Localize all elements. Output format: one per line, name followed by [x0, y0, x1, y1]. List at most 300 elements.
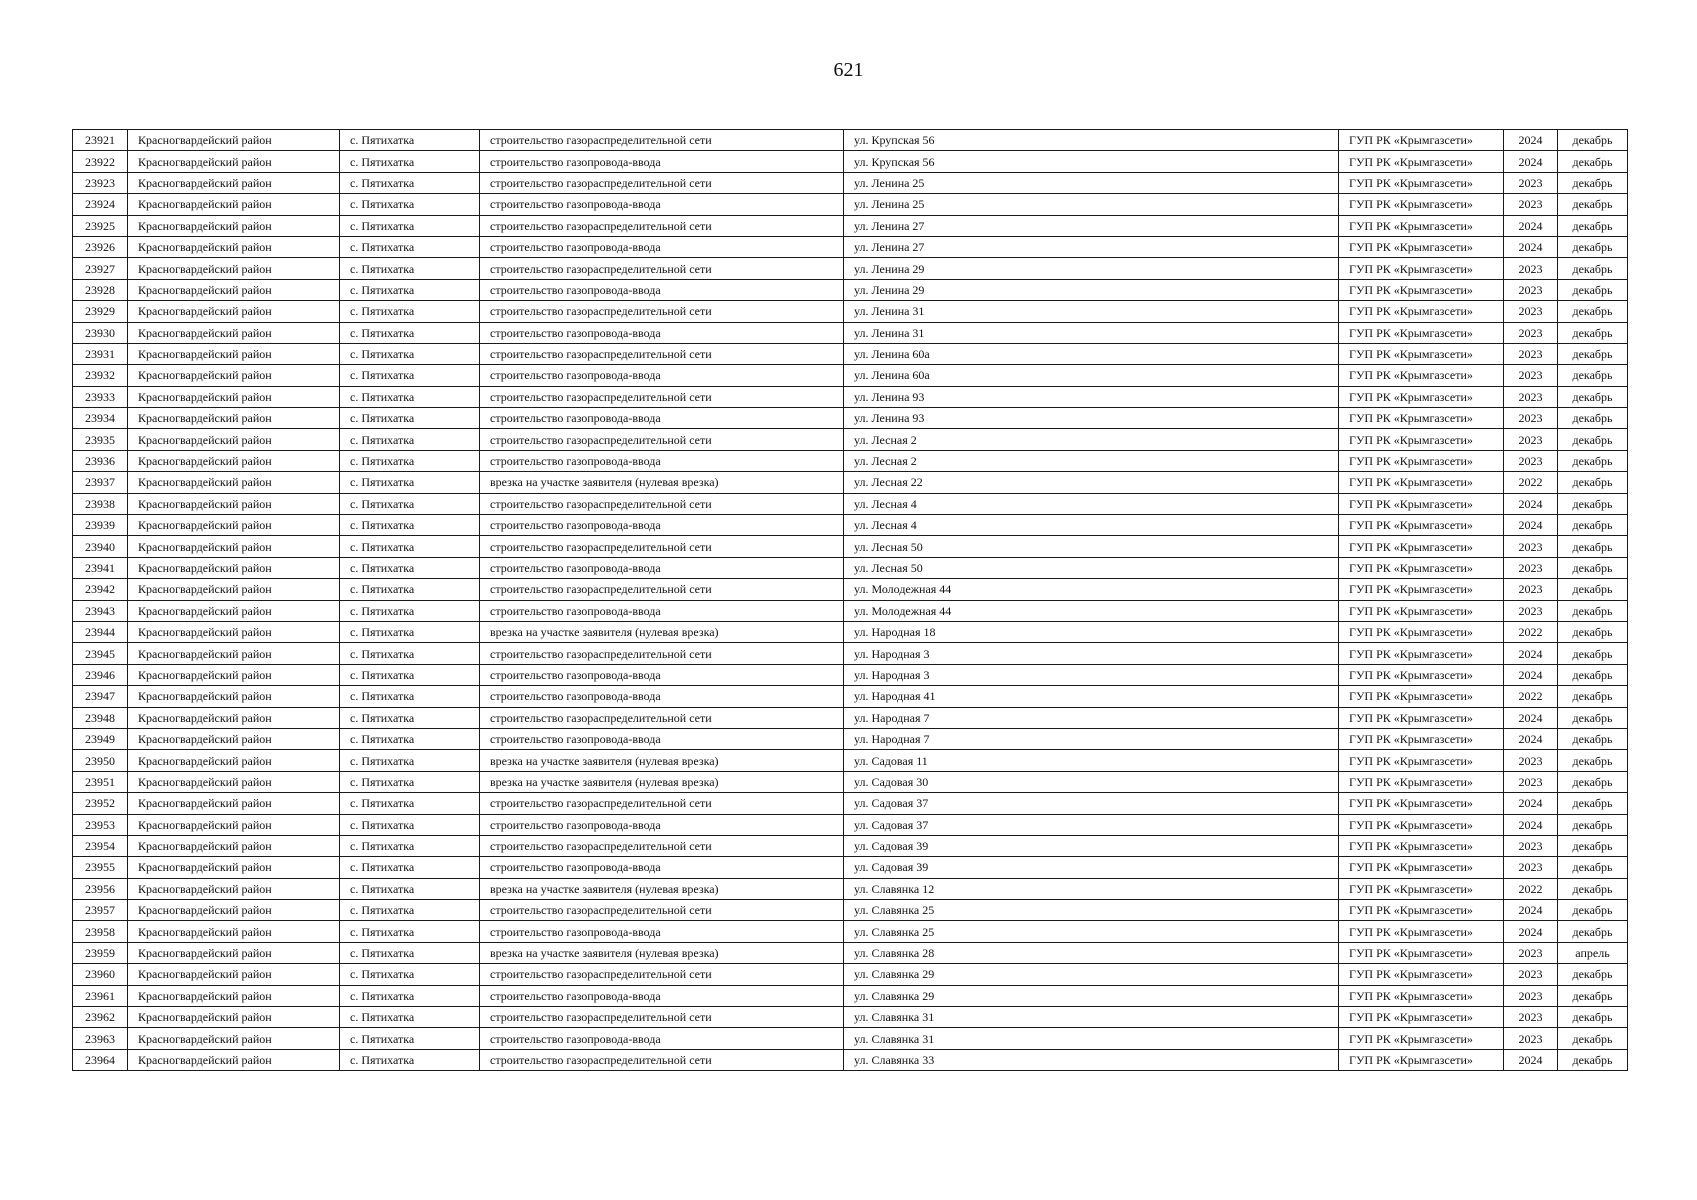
work-type-cell: строительство газораспределительной сети [480, 707, 844, 728]
month-cell: декабрь [1558, 857, 1628, 878]
village-cell: с. Пятихатка [340, 686, 480, 707]
village-cell: с. Пятихатка [340, 964, 480, 985]
work-type-cell: врезка на участке заявителя (нулевая врезка) [480, 472, 844, 493]
month-cell: декабрь [1558, 279, 1628, 300]
organization-cell: ГУП РК «Крымгазсети» [1339, 835, 1504, 856]
row-number: 23960 [73, 964, 128, 985]
year-cell: 2022 [1504, 686, 1558, 707]
address-cell: ул. Ленина 27 [844, 236, 1339, 257]
work-type-cell: строительство газопровода-ввода [480, 365, 844, 386]
work-type-cell: строительство газопровода-ввода [480, 600, 844, 621]
village-cell: с. Пятихатка [340, 279, 480, 300]
village-cell: с. Пятихатка [340, 942, 480, 963]
organization-cell: ГУП РК «Крымгазсети» [1339, 279, 1504, 300]
month-cell: декабрь [1558, 686, 1628, 707]
address-cell: ул. Лесная 22 [844, 472, 1339, 493]
month-cell: декабрь [1558, 621, 1628, 642]
address-cell: ул. Садовая 37 [844, 793, 1339, 814]
village-cell: с. Пятихатка [340, 771, 480, 792]
district-cell: Красногвардейский район [128, 814, 340, 835]
month-cell: декабрь [1558, 1028, 1628, 1049]
village-cell: с. Пятихатка [340, 472, 480, 493]
year-cell: 2023 [1504, 600, 1558, 621]
address-cell: ул. Лесная 4 [844, 515, 1339, 536]
address-cell: ул. Лесная 2 [844, 450, 1339, 471]
organization-cell: ГУП РК «Крымгазсети» [1339, 985, 1504, 1006]
organization-cell: ГУП РК «Крымгазсети» [1339, 964, 1504, 985]
row-number: 23937 [73, 472, 128, 493]
address-cell: ул. Ленина 29 [844, 258, 1339, 279]
row-number: 23940 [73, 536, 128, 557]
row-number: 23958 [73, 921, 128, 942]
work-type-cell: строительство газораспределительной сети [480, 643, 844, 664]
table-row [73, 258, 1628, 279]
organization-cell: ГУП РК «Крымгазсети» [1339, 450, 1504, 471]
month-cell: декабрь [1558, 408, 1628, 429]
year-cell: 2023 [1504, 750, 1558, 771]
row-number: 23929 [73, 301, 128, 322]
row-number: 23933 [73, 386, 128, 407]
organization-cell: ГУП РК «Крымгазсети» [1339, 472, 1504, 493]
year-cell: 2024 [1504, 236, 1558, 257]
table-row [73, 151, 1628, 172]
work-type-cell: строительство газопровода-ввода [480, 686, 844, 707]
district-cell: Красногвардейский район [128, 279, 340, 300]
organization-cell: ГУП РК «Крымгазсети» [1339, 621, 1504, 642]
village-cell: с. Пятихатка [340, 194, 480, 215]
address-cell: ул. Лесная 2 [844, 429, 1339, 450]
address-cell: ул. Ленина 93 [844, 386, 1339, 407]
organization-cell: ГУП РК «Крымгазсети» [1339, 343, 1504, 364]
organization-cell: ГУП РК «Крымгазсети» [1339, 194, 1504, 215]
year-cell: 2023 [1504, 579, 1558, 600]
row-number: 23924 [73, 194, 128, 215]
address-cell: ул. Народная 7 [844, 707, 1339, 728]
organization-cell: ГУП РК «Крымгазсети» [1339, 600, 1504, 621]
row-number: 23944 [73, 621, 128, 642]
month-cell: декабрь [1558, 878, 1628, 899]
village-cell: с. Пятихатка [340, 814, 480, 835]
gasification-table [72, 129, 1628, 1071]
village-cell: с. Пятихатка [340, 515, 480, 536]
address-cell: ул. Ленина 29 [844, 279, 1339, 300]
district-cell: Красногвардейский район [128, 600, 340, 621]
table-row [73, 686, 1628, 707]
table-row [73, 728, 1628, 749]
year-cell: 2024 [1504, 515, 1558, 536]
village-cell: с. Пятихатка [340, 386, 480, 407]
address-cell: ул. Славянка 25 [844, 900, 1339, 921]
work-type-cell: врезка на участке заявителя (нулевая врезка) [480, 771, 844, 792]
organization-cell: ГУП РК «Крымгазсети» [1339, 215, 1504, 236]
year-cell: 2024 [1504, 728, 1558, 749]
year-cell: 2023 [1504, 408, 1558, 429]
row-number: 23945 [73, 643, 128, 664]
row-number: 23935 [73, 429, 128, 450]
district-cell: Красногвардейский район [128, 771, 340, 792]
work-type-cell: строительство газораспределительной сети [480, 793, 844, 814]
work-type-cell: строительство газораспределительной сети [480, 343, 844, 364]
village-cell: с. Пятихатка [340, 557, 480, 578]
table-row [73, 857, 1628, 878]
table-row [73, 900, 1628, 921]
row-number: 23926 [73, 236, 128, 257]
organization-cell: ГУП РК «Крымгазсети» [1339, 686, 1504, 707]
address-cell: ул. Садовая 37 [844, 814, 1339, 835]
address-cell: ул. Молодежная 44 [844, 579, 1339, 600]
work-type-cell: строительство газораспределительной сети [480, 900, 844, 921]
district-cell: Красногвардейский район [128, 408, 340, 429]
district-cell: Красногвардейский район [128, 900, 340, 921]
village-cell: с. Пятихатка [340, 750, 480, 771]
organization-cell: ГУП РК «Крымгазсети» [1339, 707, 1504, 728]
month-cell: декабрь [1558, 728, 1628, 749]
district-cell: Красногвардейский район [128, 1049, 340, 1070]
month-cell: декабрь [1558, 450, 1628, 471]
year-cell: 2023 [1504, 1028, 1558, 1049]
district-cell: Красногвардейский район [128, 322, 340, 343]
organization-cell: ГУП РК «Крымгазсети» [1339, 857, 1504, 878]
address-cell: ул. Славянка 31 [844, 1007, 1339, 1028]
row-number: 23950 [73, 750, 128, 771]
district-cell: Красногвардейский район [128, 258, 340, 279]
row-number: 23921 [73, 130, 128, 151]
organization-cell: ГУП РК «Крымгазсети» [1339, 1007, 1504, 1028]
address-cell: ул. Народная 3 [844, 643, 1339, 664]
work-type-cell: врезка на участке заявителя (нулевая врезка) [480, 942, 844, 963]
year-cell: 2024 [1504, 900, 1558, 921]
organization-cell: ГУП РК «Крымгазсети» [1339, 579, 1504, 600]
organization-cell: ГУП РК «Крымгазсети» [1339, 515, 1504, 536]
village-cell: с. Пятихатка [340, 643, 480, 664]
table-row [73, 365, 1628, 386]
year-cell: 2023 [1504, 536, 1558, 557]
district-cell: Красногвардейский район [128, 215, 340, 236]
work-type-cell: строительство газораспределительной сети [480, 215, 844, 236]
year-cell: 2022 [1504, 621, 1558, 642]
organization-cell: ГУП РК «Крымгазсети» [1339, 814, 1504, 835]
district-cell: Красногвардейский район [128, 728, 340, 749]
district-cell: Красногвардейский район [128, 536, 340, 557]
address-cell: ул. Ленина 31 [844, 301, 1339, 322]
table-row [73, 579, 1628, 600]
village-cell: с. Пятихатка [340, 600, 480, 621]
month-cell: декабрь [1558, 814, 1628, 835]
district-cell: Красногвардейский район [128, 985, 340, 1006]
district-cell: Красногвардейский район [128, 664, 340, 685]
work-type-cell: врезка на участке заявителя (нулевая врезка) [480, 750, 844, 771]
row-number: 23928 [73, 279, 128, 300]
row-number: 23939 [73, 515, 128, 536]
year-cell: 2024 [1504, 664, 1558, 685]
year-cell: 2024 [1504, 921, 1558, 942]
month-cell: декабрь [1558, 1007, 1628, 1028]
year-cell: 2023 [1504, 258, 1558, 279]
year-cell: 2023 [1504, 172, 1558, 193]
village-cell: с. Пятихатка [340, 621, 480, 642]
year-cell: 2023 [1504, 365, 1558, 386]
row-number: 23953 [73, 814, 128, 835]
village-cell: с. Пятихатка [340, 408, 480, 429]
work-type-cell: строительство газопровода-ввода [480, 1028, 844, 1049]
organization-cell: ГУП РК «Крымгазсети» [1339, 1028, 1504, 1049]
district-cell: Красногвардейский район [128, 557, 340, 578]
month-cell: декабрь [1558, 493, 1628, 514]
month-cell: декабрь [1558, 386, 1628, 407]
address-cell: ул. Лесная 50 [844, 536, 1339, 557]
work-type-cell: строительство газопровода-ввода [480, 236, 844, 257]
page-number: 621 [833, 59, 864, 81]
work-type-cell: строительство газораспределительной сети [480, 301, 844, 322]
organization-cell: ГУП РК «Крымгазсети» [1339, 258, 1504, 279]
organization-cell: ГУП РК «Крымгазсети» [1339, 322, 1504, 343]
table-row [73, 450, 1628, 471]
district-cell: Красногвардейский район [128, 835, 340, 856]
organization-cell: ГУП РК «Крымгазсети» [1339, 536, 1504, 557]
table-row [73, 472, 1628, 493]
district-cell: Красногвардейский район [128, 921, 340, 942]
address-cell: ул. Славянка 29 [844, 985, 1339, 1006]
month-cell: декабрь [1558, 793, 1628, 814]
organization-cell: ГУП РК «Крымгазсети» [1339, 750, 1504, 771]
row-number: 23925 [73, 215, 128, 236]
organization-cell: ГУП РК «Крымгазсети» [1339, 728, 1504, 749]
year-cell: 2023 [1504, 557, 1558, 578]
table-row [73, 386, 1628, 407]
month-cell: декабрь [1558, 322, 1628, 343]
organization-cell: ГУП РК «Крымгазсети» [1339, 236, 1504, 257]
district-cell: Красногвардейский район [128, 1028, 340, 1049]
address-cell: ул. Славянка 31 [844, 1028, 1339, 1049]
work-type-cell: строительство газопровода-ввода [480, 151, 844, 172]
year-cell: 2023 [1504, 942, 1558, 963]
table-row [73, 621, 1628, 642]
village-cell: с. Пятихатка [340, 921, 480, 942]
year-cell: 2023 [1504, 386, 1558, 407]
month-cell: декабрь [1558, 921, 1628, 942]
organization-cell: ГУП РК «Крымгазсети» [1339, 771, 1504, 792]
organization-cell: ГУП РК «Крымгазсети» [1339, 643, 1504, 664]
address-cell: ул. Ленина 31 [844, 322, 1339, 343]
village-cell: с. Пятихатка [340, 793, 480, 814]
month-cell: декабрь [1558, 707, 1628, 728]
organization-cell: ГУП РК «Крымгазсети» [1339, 386, 1504, 407]
year-cell: 2024 [1504, 707, 1558, 728]
village-cell: с. Пятихатка [340, 707, 480, 728]
work-type-cell: строительство газопровода-ввода [480, 728, 844, 749]
month-cell: декабрь [1558, 151, 1628, 172]
month-cell: декабрь [1558, 771, 1628, 792]
organization-cell: ГУП РК «Крымгазсети» [1339, 151, 1504, 172]
table-row [73, 1007, 1628, 1028]
table-row [73, 878, 1628, 899]
work-type-cell: врезка на участке заявителя (нулевая врезка) [480, 878, 844, 899]
row-number: 23934 [73, 408, 128, 429]
year-cell: 2023 [1504, 322, 1558, 343]
year-cell: 2024 [1504, 793, 1558, 814]
district-cell: Красногвардейский район [128, 172, 340, 193]
address-cell: ул. Крупская 56 [844, 130, 1339, 151]
address-cell: ул. Садовая 11 [844, 750, 1339, 771]
district-cell: Красногвардейский район [128, 686, 340, 707]
year-cell: 2023 [1504, 450, 1558, 471]
work-type-cell: строительство газопровода-ввода [480, 814, 844, 835]
table-row [73, 130, 1628, 151]
year-cell: 2023 [1504, 429, 1558, 450]
row-number: 23956 [73, 878, 128, 899]
district-cell: Красногвардейский район [128, 579, 340, 600]
village-cell: с. Пятихатка [340, 215, 480, 236]
work-type-cell: строительство газопровода-ввода [480, 322, 844, 343]
district-cell: Красногвардейский район [128, 964, 340, 985]
table-row [73, 793, 1628, 814]
table-row [73, 664, 1628, 685]
year-cell: 2022 [1504, 472, 1558, 493]
table-row [73, 279, 1628, 300]
address-cell: ул. Славянка 12 [844, 878, 1339, 899]
address-cell: ул. Молодежная 44 [844, 600, 1339, 621]
work-type-cell: строительство газораспределительной сети [480, 172, 844, 193]
work-type-cell: строительство газопровода-ввода [480, 194, 844, 215]
organization-cell: ГУП РК «Крымгазсети» [1339, 1049, 1504, 1070]
village-cell: с. Пятихатка [340, 301, 480, 322]
year-cell: 2024 [1504, 493, 1558, 514]
district-cell: Красногвардейский район [128, 450, 340, 471]
district-cell: Красногвардейский район [128, 621, 340, 642]
row-number: 23946 [73, 664, 128, 685]
organization-cell: ГУП РК «Крымгазсети» [1339, 793, 1504, 814]
row-number: 23938 [73, 493, 128, 514]
year-cell: 2023 [1504, 964, 1558, 985]
organization-cell: ГУП РК «Крымгазсети» [1339, 900, 1504, 921]
village-cell: с. Пятихатка [340, 365, 480, 386]
row-number: 23930 [73, 322, 128, 343]
district-cell: Красногвардейский район [128, 301, 340, 322]
year-cell: 2023 [1504, 301, 1558, 322]
year-cell: 2023 [1504, 194, 1558, 215]
district-cell: Красногвардейский район [128, 429, 340, 450]
table-row [73, 835, 1628, 856]
row-number: 23947 [73, 686, 128, 707]
row-number: 23923 [73, 172, 128, 193]
table-row [73, 301, 1628, 322]
work-type-cell: строительство газораспределительной сети [480, 429, 844, 450]
month-cell: декабрь [1558, 557, 1628, 578]
address-cell: ул. Народная 18 [844, 621, 1339, 642]
month-cell: декабрь [1558, 664, 1628, 685]
work-type-cell: строительство газопровода-ввода [480, 921, 844, 942]
row-number: 23961 [73, 985, 128, 1006]
address-cell: ул. Ленина 60а [844, 343, 1339, 364]
month-cell: декабрь [1558, 536, 1628, 557]
row-number: 23964 [73, 1049, 128, 1070]
row-number: 23955 [73, 857, 128, 878]
row-number: 23949 [73, 728, 128, 749]
work-type-cell: строительство газораспределительной сети [480, 1049, 844, 1070]
year-cell: 2023 [1504, 279, 1558, 300]
row-number: 23927 [73, 258, 128, 279]
address-cell: ул. Славянка 28 [844, 942, 1339, 963]
row-number: 23922 [73, 151, 128, 172]
village-cell: с. Пятихатка [340, 130, 480, 151]
district-cell: Красногвардейский район [128, 793, 340, 814]
district-cell: Красногвардейский район [128, 493, 340, 514]
table-row [73, 536, 1628, 557]
village-cell: с. Пятихатка [340, 579, 480, 600]
month-cell: декабрь [1558, 472, 1628, 493]
village-cell: с. Пятихатка [340, 900, 480, 921]
organization-cell: ГУП РК «Крымгазсети» [1339, 130, 1504, 151]
table-row [73, 322, 1628, 343]
organization-cell: ГУП РК «Крымгазсети» [1339, 942, 1504, 963]
year-cell: 2023 [1504, 835, 1558, 856]
village-cell: с. Пятихатка [340, 343, 480, 364]
month-cell: декабрь [1558, 643, 1628, 664]
village-cell: с. Пятихатка [340, 664, 480, 685]
month-cell: декабрь [1558, 301, 1628, 322]
table-row [73, 343, 1628, 364]
month-cell: декабрь [1558, 835, 1628, 856]
year-cell: 2022 [1504, 878, 1558, 899]
work-type-cell: строительство газопровода-ввода [480, 557, 844, 578]
month-cell: декабрь [1558, 236, 1628, 257]
district-cell: Красногвардейский район [128, 878, 340, 899]
village-cell: с. Пятихатка [340, 151, 480, 172]
district-cell: Красногвардейский район [128, 857, 340, 878]
table-row [73, 194, 1628, 215]
address-cell: ул. Садовая 30 [844, 771, 1339, 792]
month-cell: декабрь [1558, 964, 1628, 985]
row-number: 23962 [73, 1007, 128, 1028]
row-number: 23943 [73, 600, 128, 621]
village-cell: с. Пятихатка [340, 728, 480, 749]
address-cell: ул. Народная 7 [844, 728, 1339, 749]
row-number: 23941 [73, 557, 128, 578]
organization-cell: ГУП РК «Крымгазсети» [1339, 408, 1504, 429]
month-cell: декабрь [1558, 1049, 1628, 1070]
year-cell: 2024 [1504, 151, 1558, 172]
row-number: 23963 [73, 1028, 128, 1049]
row-number: 23948 [73, 707, 128, 728]
month-cell: декабрь [1558, 258, 1628, 279]
work-type-cell: врезка на участке заявителя (нулевая врезка) [480, 621, 844, 642]
organization-cell: ГУП РК «Крымгазсети» [1339, 557, 1504, 578]
year-cell: 2023 [1504, 343, 1558, 364]
address-cell: ул. Лесная 50 [844, 557, 1339, 578]
month-cell: декабрь [1558, 194, 1628, 215]
work-type-cell: строительство газопровода-ввода [480, 515, 844, 536]
village-cell: с. Пятихатка [340, 172, 480, 193]
work-type-cell: строительство газораспределительной сети [480, 835, 844, 856]
year-cell: 2023 [1504, 1007, 1558, 1028]
village-cell: с. Пятихатка [340, 322, 480, 343]
table-row [73, 215, 1628, 236]
table-row [73, 942, 1628, 963]
row-number: 23942 [73, 579, 128, 600]
month-cell: декабрь [1558, 343, 1628, 364]
year-cell: 2024 [1504, 814, 1558, 835]
village-cell: с. Пятихатка [340, 878, 480, 899]
district-cell: Красногвардейский район [128, 194, 340, 215]
row-number: 23931 [73, 343, 128, 364]
month-cell: декабрь [1558, 172, 1628, 193]
table-row [73, 172, 1628, 193]
district-cell: Красногвардейский район [128, 343, 340, 364]
address-cell: ул. Славянка 33 [844, 1049, 1339, 1070]
month-cell: декабрь [1558, 365, 1628, 386]
village-cell: с. Пятихатка [340, 450, 480, 471]
village-cell: с. Пятихатка [340, 985, 480, 1006]
